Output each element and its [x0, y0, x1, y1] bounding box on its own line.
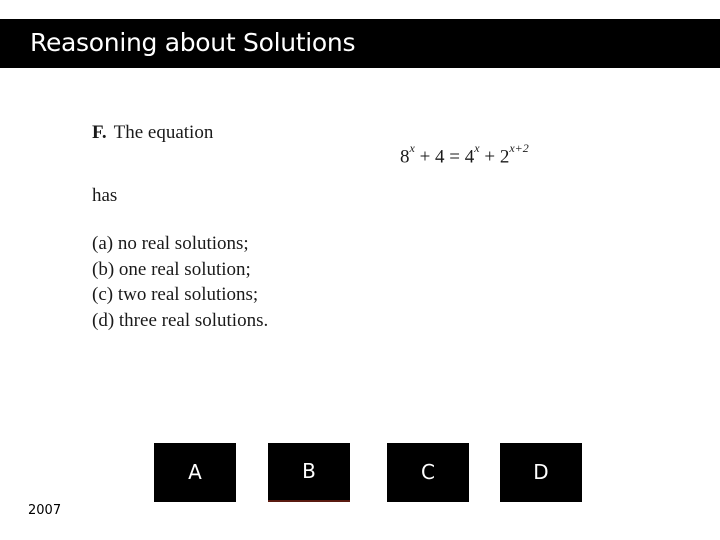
equation-rhs2-exp: x+2 — [509, 141, 529, 155]
answer-c-label: C — [421, 459, 435, 484]
equation-rhs1-exp: x — [474, 141, 480, 155]
options-list — [92, 231, 268, 334]
problem-letter: F. — [92, 122, 107, 143]
option-a: (a) no real solutions; — [92, 233, 249, 254]
option-c: (c) two real solutions; — [92, 284, 259, 306]
answer-a-label: A — [188, 459, 202, 484]
option-d: (d) three real solutions. — [92, 310, 269, 332]
equation — [400, 141, 529, 168]
problem-label — [92, 122, 213, 144]
answer-c-button[interactable] — [387, 443, 469, 502]
answer-b-button[interactable] — [268, 443, 350, 502]
equation-rhs2-base: 2 — [499, 146, 510, 168]
equation-rhs-plus: + — [484, 146, 496, 168]
problem-intro: The equation — [113, 122, 214, 143]
option-b: (b) one real solution; — [92, 258, 251, 280]
answer-d-label: D — [533, 459, 549, 484]
equation-lhs-exp: x — [409, 141, 415, 155]
year-label: 2007 — [28, 503, 62, 518]
answer-a-button[interactable] — [154, 443, 236, 502]
has-text: has — [92, 185, 118, 206]
answer-d-button[interactable] — [500, 443, 582, 502]
answer-b-label: B — [302, 458, 316, 483]
slide-title: Reasoning about Solutions — [30, 28, 356, 57]
equation-rhs1-base: 4 — [464, 146, 475, 168]
equation-lhs-base: 8 — [400, 146, 410, 168]
equation-lhs-plus: + 4 = — [419, 146, 461, 168]
